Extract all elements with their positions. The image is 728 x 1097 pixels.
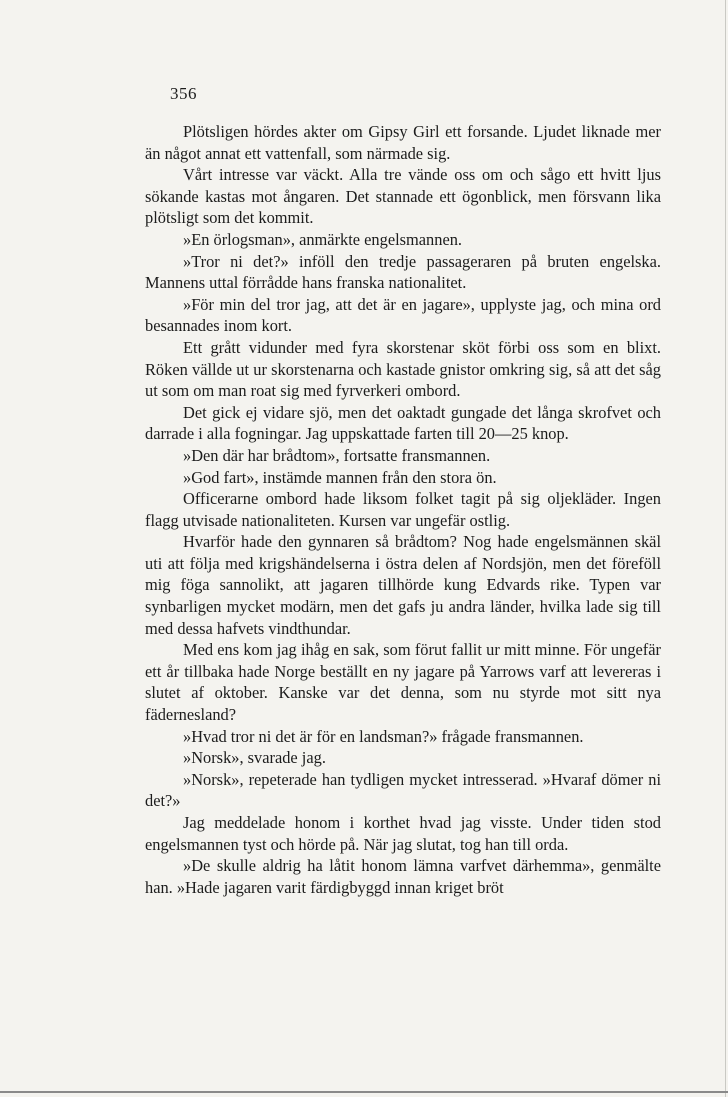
- paragraph-4: »Tror ni det?» inföll den tredje passageraren på bruten engelska. Mannens uttal förrådde hans franska nationalitet.: [145, 251, 661, 293]
- paragraph-17: »De skulle aldrig ha låtit honom lämna varfvet därhemma», genmälte han. »Hade jagaren varit färdigbyggd innan kriget bröt: [145, 856, 661, 897]
- paragraph-10: Officerarne ombord hade liksom folket tagit på sig oljekläder. Ingen flagg utvisade nationaliteten. Kursen var ungefär ostlig.: [145, 489, 661, 530]
- paragraph-11: Hvarför hade den gynnaren så brådtom? Nog hade engelsmännen skäl uti att följa med krigshändelserna i östra delen af Nordsjön, men det föreföll mig föga sannolikt, att jagaren tillhörde kung Edvards rike. Typen var synbarligen mycket modärn, men det gafs ju andra länder, hvilka lade sig till med dessa hafvets vindthundar.: [145, 532, 661, 638]
- paragraph-12: Med ens kom jag ihåg en sak, som förut fallit ur mitt minne. För ungefär ett år tillbaka hade Norge beställt en ny jagare på Yarrows varf att levereras i slutet af oktober. Kanske var det denna, som nu styrde mot sitt nya fädernesland?: [145, 640, 661, 725]
- paragraph-1: Plötsligen hördes akter om Gipsy Girl ett forsande. Ljudet liknade mer än något annat ett vattenfall, som närmade sig.: [145, 122, 661, 163]
- paragraph-15: »Norsk», repeterade han tydligen mycket intresserad. »Hvaraf dömer ni det?»: [145, 769, 661, 811]
- paragraph-2: Vårt intresse var väckt. Alla tre vände oss om och sågo ett hvitt ljus sökande kastas mot ångaren. Det stannade ett ögonblick, men försvann lika plötsligt som det kommit.: [145, 165, 661, 228]
- paragraph-9: »God fart», instämde mannen från den stora ön.: [183, 467, 497, 487]
- page-bottom-edge: [0, 1091, 728, 1093]
- paragraph-7: Det gick ej vidare sjö, men det oaktadt gungade det långa skrofvet och darrade i alla fogningar. Jag uppskattade farten till 20—25 knop.: [145, 402, 661, 444]
- paragraph-3: »En örlogsman», anmärkte engelsmannen.: [183, 229, 463, 249]
- paragraph-13: »Hvad tror ni det är för en landsman?» frågade fransmannen.: [183, 726, 584, 746]
- paragraph-14: »Norsk», svarade jag.: [183, 748, 326, 768]
- page-right-edge: [725, 0, 726, 1097]
- paragraph-5: »För min del tror jag, att det är en jagare», upplyste jag, och mina ord besannades inom kort.: [145, 294, 661, 336]
- paragraph-8: »Den där har brådtom», fortsatte fransmannen.: [183, 445, 491, 465]
- paragraph-6: Ett grått vidunder med fyra skorstenar sköt förbi oss som en blixt. Röken vällde ut ur skorstenarna och kastade gnistor omkring sig, så att det såg ut som om man roat sig med fyrverkeri ombord.: [145, 337, 661, 401]
- body-text: [145, 121, 661, 898]
- page-number: 356: [170, 84, 197, 103]
- paragraph-16: Jag meddelade honom i korthet hvad jag visste. Under tiden stod engelsmannen tyst och hörde på. När jag slutat, tog han till orda.: [145, 813, 661, 854]
